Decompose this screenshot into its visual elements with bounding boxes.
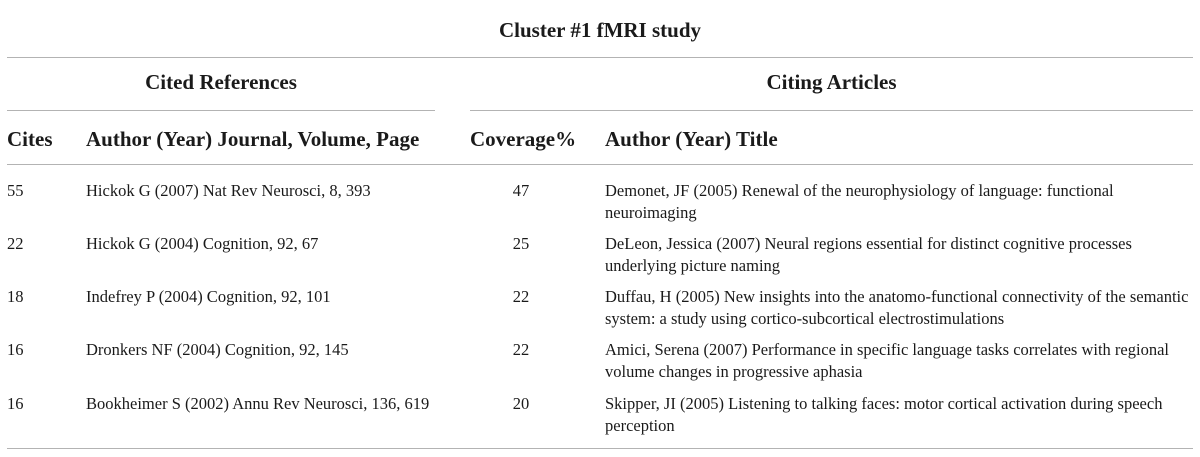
rule-bottom (7, 448, 1193, 449)
cites-cell: 16 (7, 340, 24, 359)
column-header-cites: Cites (7, 127, 53, 151)
reference-cell: Bookheimer S (2002) Annu Rev Neurosci, 136, 619 (86, 394, 430, 413)
table-row (0, 180, 1200, 232)
column-header-reference: Author (Year) Journal, Volume, Page (86, 127, 420, 151)
table-row (0, 393, 1200, 445)
article-cell: Amici, Serena (2007) Performance in specific language tasks correlates with regional volume changes in progressive aphasia (605, 340, 1169, 381)
cites-cell: 22 (7, 234, 24, 253)
article-cell: DeLeon, Jessica (2007) Neural regions essential for distinct cognitive processes underlying picture naming (605, 234, 1132, 275)
reference-cell: Dronkers NF (2004) Cognition, 92, 145 (86, 340, 349, 359)
group-header-citing: Citing Articles (766, 70, 897, 94)
reference-cell: Indefrey P (2004) Cognition, 92, 101 (86, 287, 331, 306)
article-cell: Demonet, JF (2005) Renewal of the neurophysiology of language: functional neuroimaging (605, 181, 1114, 222)
coverage-cell: 47 (512, 181, 530, 200)
rule-header (7, 164, 1193, 165)
article-cell: Duffau, H (2005) New insights into the anatomo-functional connectivity of the semantic system: a study using cortico-subcortical electrostimulations (605, 287, 1189, 328)
reference-cell: Hickok G (2004) Cognition, 92, 67 (86, 234, 319, 253)
cites-cell: 55 (7, 181, 24, 200)
group-header-cited: Cited References (145, 70, 297, 94)
coverage-cell: 25 (512, 234, 530, 253)
table-row (0, 233, 1200, 285)
coverage-cell: 22 (512, 340, 530, 359)
coverage-cell: 22 (512, 287, 530, 306)
column-header-article: Author (Year) Title (605, 127, 778, 151)
table-title: Cluster #1 fMRI study (498, 18, 702, 42)
table-row (0, 339, 1200, 391)
article-cell: Skipper, JI (2005) Listening to talking faces: motor cortical activation during speech perception (605, 394, 1163, 435)
table-row (0, 286, 1200, 338)
coverage-cell: 20 (512, 394, 530, 413)
rule-group-cited (7, 110, 435, 111)
cites-cell: 18 (7, 287, 24, 306)
column-header-coverage: Coverage% (470, 127, 577, 151)
rule-top (7, 57, 1193, 58)
reference-cell: Hickok G (2007) Nat Rev Neurosci, 8, 393 (86, 181, 371, 200)
rule-group-citing (470, 110, 1193, 111)
cites-cell: 16 (7, 394, 24, 413)
